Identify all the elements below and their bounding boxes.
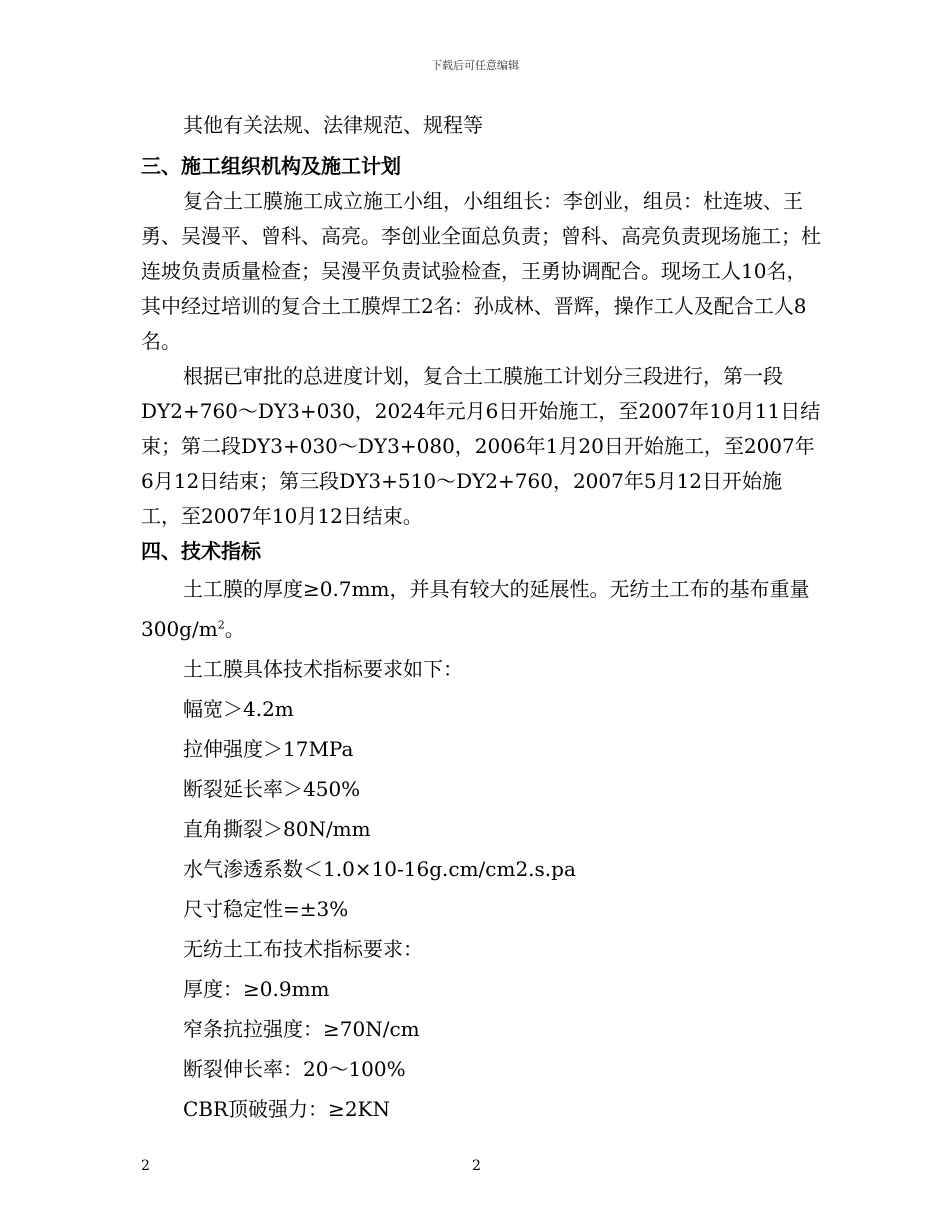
superscript-2: 2 <box>217 618 225 632</box>
paragraph-schedule: 根据已审批的总进度计划，复合土工膜施工计划分三段进行，第一段DY2+760～DY3+030，2024年元月6日开始施工，至2007年10月11日结束；第二段DY3+030～DY3+080，2006年1月20日开始施工，至2007年6月12日结束；第三段DY3+510～DY2+760，2007年5月12日开始施工，至2007年10月12日结束。 <box>141 364 821 528</box>
membrane-spec-item: 尺寸稳定性=±3% <box>183 897 349 921</box>
fabric-spec-item: CBR顶破强力：≥2KN <box>183 1097 390 1121</box>
section-heading-3: 三、施工组织机构及施工计划 <box>141 154 401 178</box>
thickness-end: 。 <box>224 617 245 641</box>
fabric-intro: 无纺土工布技术指标要求： <box>183 937 423 961</box>
fabric-spec-item: 厚度：≥0.9mm <box>183 977 330 1001</box>
paragraph-laws: 其他有关法规、法律规范、规程等 <box>183 113 483 137</box>
header-note: 下载后可任意编辑 <box>431 59 519 72</box>
footer-page-number-center: 2 <box>472 1158 481 1174</box>
membrane-spec-item: 直角撕裂＞80N/mm <box>183 817 371 841</box>
footer-page-number-left: 2 <box>141 1158 150 1174</box>
membrane-spec-item: 拉伸强度＞17MPa <box>183 737 354 761</box>
paragraph-team: 复合土工膜施工成立施工小组，小组组长：李创业，组员：杜连坡、王勇、吴漫平、曾科、高亮。李创业全面总负责；曾科、高亮负责现场施工；杜连坡负责质量检查；吴漫平负责试验检查，王勇协调配合。现场工人10名，其中经过培训的复合土工膜焊工2名：孙成林、晋辉，操作工人及配合工人8名。 <box>141 189 821 353</box>
membrane-spec-item: 水气渗透系数＜1.0×10-16g.cm/cm2.s.pa <box>183 857 576 881</box>
membrane-spec-item: 幅宽＞4.2m <box>183 697 294 721</box>
thickness-text: 土工膜的厚度≥0.7mm，并具有较大的延展性。无纺土工布的基布重量300g/m <box>141 577 810 641</box>
membrane-spec-item: 断裂延长率＞450% <box>183 777 361 801</box>
fabric-spec-item: 窄条抗拉强度：≥70N/cm <box>183 1017 420 1041</box>
membrane-intro: 土工膜具体技术指标要求如下： <box>183 657 463 681</box>
paragraph-thickness <box>141 569 821 649</box>
section-heading-4: 四、技术指标 <box>141 539 261 563</box>
fabric-spec-item: 断裂伸长率：20～100% <box>183 1057 406 1081</box>
document-body <box>141 108 821 1129</box>
